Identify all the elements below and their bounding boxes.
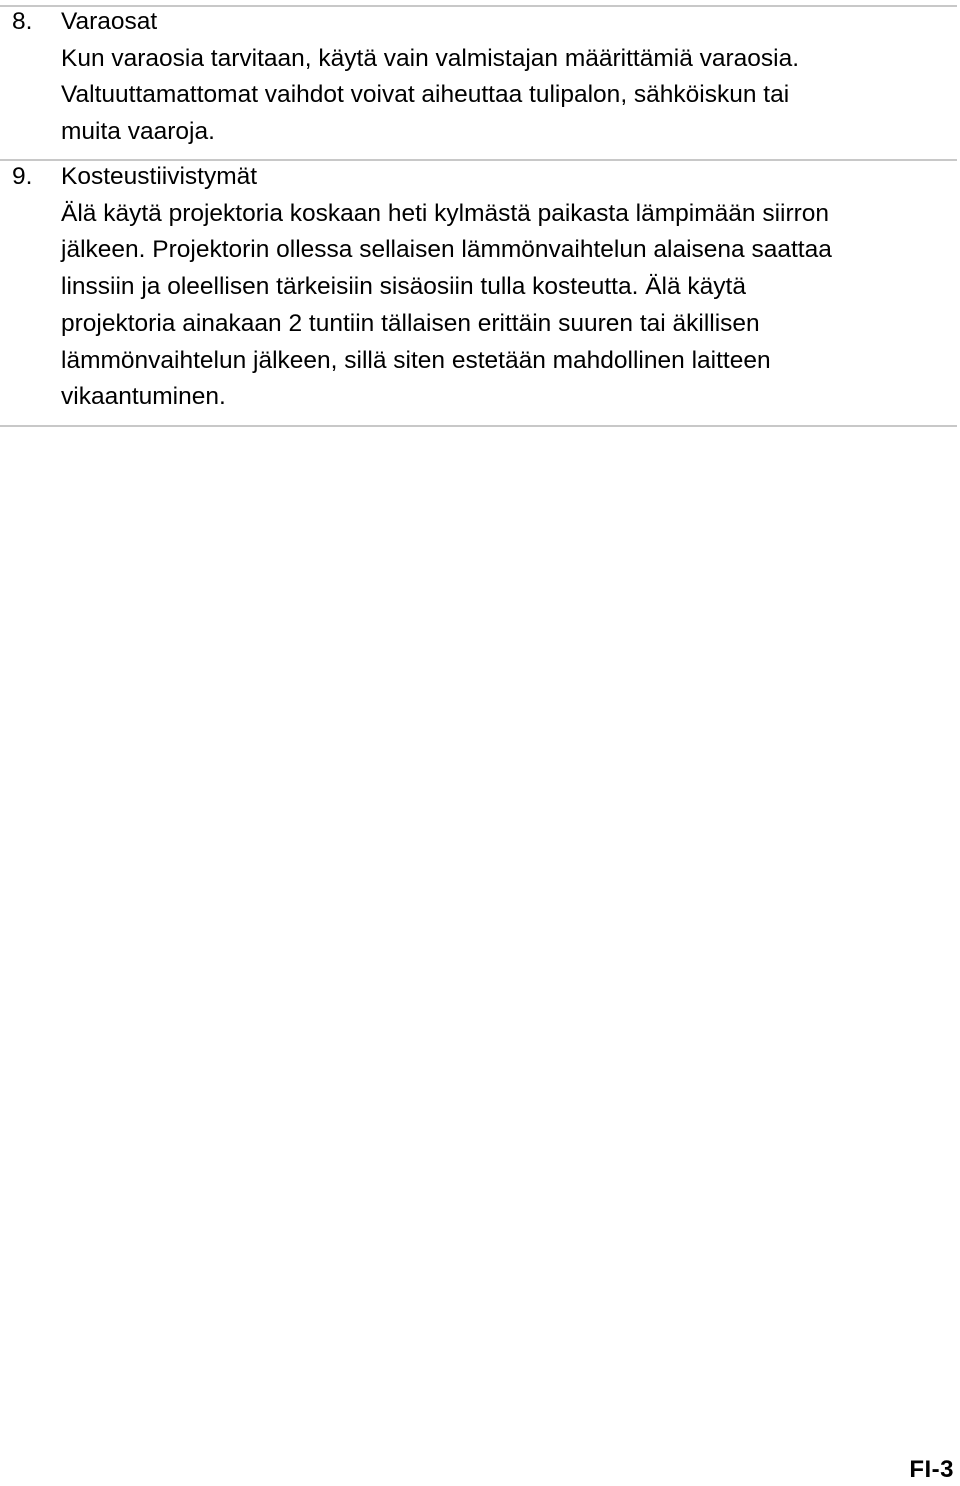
section-number: 8. xyxy=(12,8,33,35)
section-title: Kosteustiivistymät xyxy=(61,163,258,190)
bottom-divider xyxy=(0,425,957,427)
section-text-line: vikaantuminen. xyxy=(61,383,226,411)
section-body xyxy=(61,159,951,416)
section-text-line: projektoria ainakaan 2 tuntiin tällaisen erittäin suuren tai äkillisen xyxy=(61,309,760,337)
section-text-line: Älä käytä projektoria koskaan heti kylmästä paikasta lämpimään siirron xyxy=(61,199,830,227)
section-title: Varaosat xyxy=(61,8,158,35)
section-number: 9. xyxy=(12,163,33,190)
section-text-line: muita vaaroja. xyxy=(61,118,215,146)
section-text-line: lämmönvaihtelun jälkeen, sillä siten estetään mahdollinen laitteen xyxy=(61,346,771,374)
section-text-line: jälkeen. Projektorin ollessa sellaisen lämmönvaihtelun alaisena saattaa xyxy=(61,236,832,264)
page-number: FI-3 xyxy=(909,1456,954,1483)
section-text-line: linssiin ja oleellisen tärkeisiin sisäosiin tulla kosteutta. Älä käytä xyxy=(61,273,746,301)
section-text-line: Valtuuttamattomat vaihdot voivat aiheuttaa tulipalon, sähköiskun tai xyxy=(61,81,790,109)
section-text-line: Kun varaosia tarvitaan, käytä vain valmistajan määrittämiä varaosia. xyxy=(61,44,800,72)
section-body xyxy=(61,4,951,151)
